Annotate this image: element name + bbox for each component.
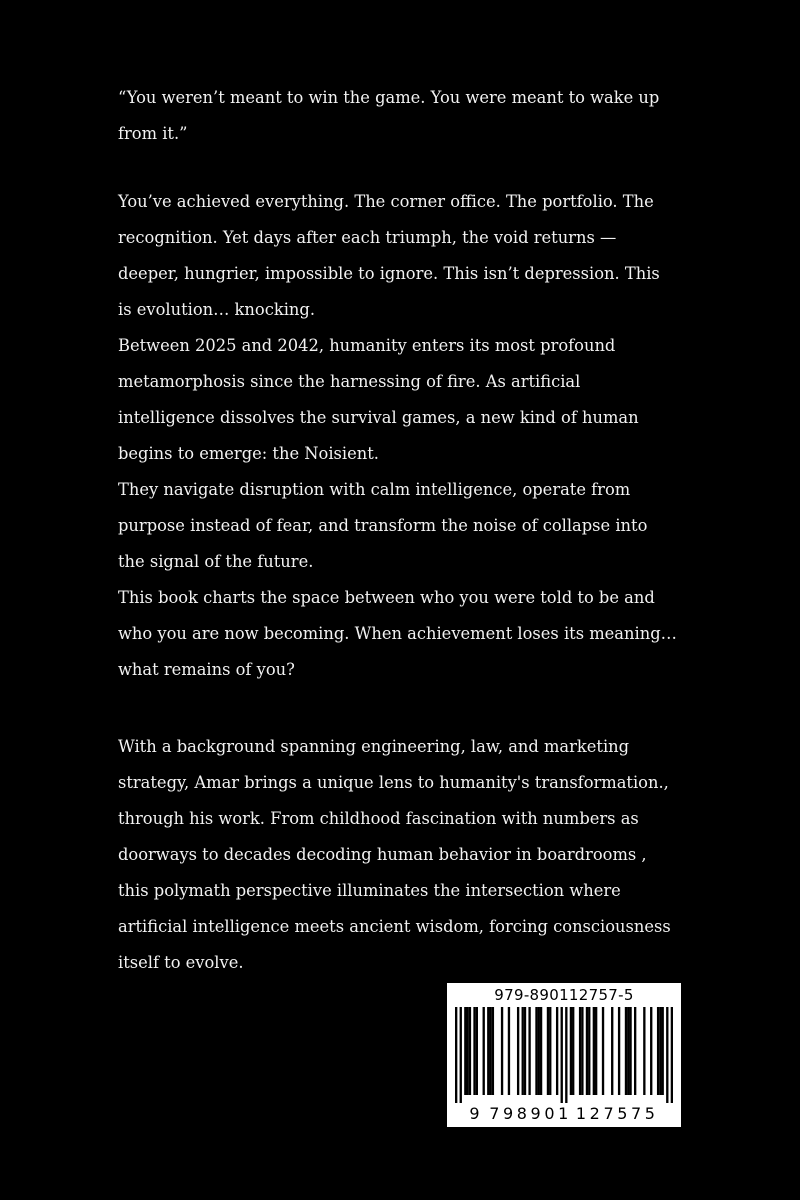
barcode-bar: [522, 1007, 524, 1095]
barcode-bar: [659, 1007, 661, 1095]
author-bio: [118, 729, 678, 981]
barcode-bar: [595, 1007, 597, 1095]
barcode-bar: [643, 1007, 645, 1095]
barcode-bar: [469, 1007, 471, 1095]
barcode-bar: [473, 1007, 475, 1095]
barcode-bar: [483, 1007, 485, 1095]
book-blurb: [118, 184, 678, 688]
barcode-bar: [629, 1007, 631, 1095]
barcode-bars: [455, 1007, 673, 1103]
barcode-bar: [581, 1007, 583, 1095]
barcode-bar: [666, 1007, 668, 1103]
blurb-paragraph-2: Between 2025 and 2042, humanity enters its most profound metamorphosis since the harnessing of fire. As artificial intelligence dissolves the survival games, a new kind of human begins to emerge: the Noisient.: [118, 336, 639, 463]
isbn-barcode: [447, 983, 681, 1127]
barcode-bar: [508, 1007, 510, 1095]
barcode-bar: [501, 1007, 503, 1095]
barcode-bar: [535, 1007, 537, 1095]
barcode-bar: [476, 1007, 478, 1095]
barcode-bar: [565, 1007, 567, 1103]
barcode-bar: [455, 1007, 457, 1103]
barcode-bar: [588, 1007, 590, 1095]
quote-text: “You weren’t meant to win the game. You were meant to wake up from it.”: [118, 88, 660, 143]
barcode-bar: [524, 1007, 526, 1095]
barcode-lead-digit: 9: [469, 1104, 484, 1123]
barcode-bar: [611, 1007, 613, 1095]
barcode-left-group: 798901: [489, 1104, 572, 1123]
barcode-bar: [602, 1007, 604, 1095]
barcode-bar: [466, 1007, 468, 1095]
barcode-bar: [547, 1007, 549, 1095]
barcode-bar: [538, 1007, 540, 1095]
barcode-bar: [634, 1007, 636, 1095]
blurb-paragraph-1: You’ve achieved everything. The corner office. The portfolio. The recognition. Yet days after each triumph, the void returns — deeper, hungrier, impossible to ignore. This isn’t depression. This is evolution… knocking.: [118, 192, 660, 319]
barcode-bar: [460, 1007, 462, 1103]
barcode-bar: [561, 1007, 563, 1103]
barcode-bar: [662, 1007, 664, 1095]
opening-quote: [118, 80, 678, 152]
barcode-bar: [593, 1007, 595, 1095]
blurb-paragraph-4: This book charts the space between who you were told to be and who you are now becoming. When achievement loses its meaning… what remains of you?: [118, 588, 677, 679]
barcode-bar: [540, 1007, 542, 1095]
barcode-bar: [489, 1007, 491, 1095]
barcode-bar: [528, 1007, 530, 1095]
barcode-bar: [625, 1007, 627, 1095]
barcode-bar: [627, 1007, 629, 1095]
barcode-bar: [671, 1007, 673, 1103]
barcode-right-group: 127575: [575, 1104, 659, 1123]
barcode-bar: [570, 1007, 572, 1095]
isbn-number: 979-890112757-5: [494, 986, 634, 1004]
barcode-bar: [549, 1007, 551, 1095]
barcode-bar: [618, 1007, 620, 1095]
barcode-bar: [492, 1007, 494, 1095]
barcode-bar: [556, 1007, 558, 1095]
barcode-bar: [586, 1007, 588, 1095]
blurb-paragraph-3: They navigate disruption with calm intelligence, operate from purpose instead of fear, and transform the noise of collapse into the signal of the future.: [118, 480, 648, 571]
barcode-bar: [572, 1007, 574, 1095]
barcode-bar: [650, 1007, 652, 1095]
barcode-bar: [657, 1007, 659, 1095]
barcode-digits: [447, 1105, 681, 1123]
barcode-bar: [487, 1007, 489, 1095]
bio-text: With a background spanning engineering, law, and marketing strategy, Amar brings a unique lens to humanity's transformation., through his work. From childhood fascination with numbers as doorways to decades decoding human behavior in boardrooms , this polymath perspective illuminates the intersection where artificial intelligence meets ancient wisdom, forcing consciousness itself to evolve.: [118, 737, 671, 972]
barcode-bar: [464, 1007, 466, 1095]
barcode-bar: [517, 1007, 519, 1095]
barcode-bar: [579, 1007, 581, 1095]
